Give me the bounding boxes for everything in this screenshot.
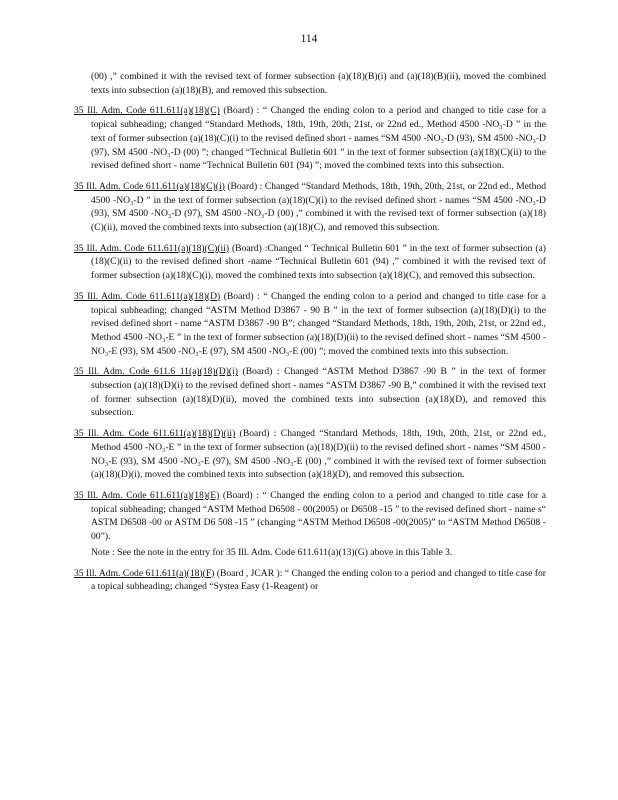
entry-text: (Board) : Changed “Standard Methods, 18th, 19th, 20th, 21st, or 22nd ed., Method 4500 -NO₃-D ” in the text of former subsection (a)(18)(C)(i) to the revised defined short - names “SM 4500 -NO₃-D (93), SM 4500 -NO₃-D (97), SM 4500 -NO₃-D (00) ,” combined it with the revised text of former subsection (a)(18)(C)(ii), moved the combined texts into subsection (a)(18)(C), and removed this subsection. [91, 180, 546, 234]
entry-citation: 35 Ill. Adm. Code 611.611(a)(18)(D) [74, 290, 221, 302]
entry-text: (Board) : “ Changed the ending colon to a period and changed to title case for a topical subheading; changed “Standard Methods, 18th, 19th, 20th, 21st, or 22nd ed., Method 4500 -NO₃-D ” in the text of former subsection (a)(18)(C)(i) to the revised defined short - names “SM 4500 -NO₃-D (93), SM 4500 -NO₃-D (97), SM 4500 -NO₃-D (00) ”; changed “Technical Bulletin 601 ” in the text of former subsection (a)(18)(C)(ii) to the revised defined short - name “Technical Bulletin 601 (94) ”; moved the combined texts into this subsection. [91, 105, 546, 172]
entry-citation: 35 Ill. Adm. Code 611.611(a)(18)(D)(ii) [74, 428, 236, 440]
page-number: 114 [300, 33, 318, 45]
entry-citation: 35 Ill. Adm. Code 611.611(a)(18)(E) [74, 489, 220, 501]
entry-611-611-a18Cii [74, 242, 546, 283]
entry-611-611-a18D [74, 290, 546, 359]
entry-611-611-a18F [74, 567, 546, 594]
entry-611-611-a18Dii [74, 427, 546, 482]
entry-note: Note : See the note in the entry for 35 Ill. Adm. Code 611.611(a)(13)(G) above in this Table 3. [91, 546, 453, 558]
entry-citation: 35 Ill. Adm. Code 611.611(a)(18)(C)(ii) [74, 242, 230, 254]
entry-text: (Board) : “ Changed the ending colon to a period and changed to title case for a topical subheading; changed “ASTM Method D3867 - 90 B ” in the text of former subsection (a)(18)(D)(i) to the revised defined short - name “ASTM D3867 -90 B”; changed “Standard Methods, 18th, 19th, 20th, 21st, or 22nd ed., Method 4500 -NO₃-E ” in the text of former subsection (a)(18)(D)(ii) to the revised defined short - names “SM 4500 -NO₃-E (93), SM 4500 -NO₃-E (97), SM 4500 -NO₃-E (00) ”; moved the combined texts into this subsection. [91, 290, 546, 357]
entry-611-611-a18E [74, 489, 546, 544]
entry-text: (Board) : “ Changed the ending colon to a period and changed to title case for a topical subheading; changed “ASTM Method D6508 - 00(2005) or D6508 -15 ” to the revised defined short - name s“ ASTM D6508 -00 or ASTM D6 508 -15 ” (changing “ASTM Method D6508 -00(2005)” to “ASTM Method D6508 - 00”). [91, 489, 546, 543]
table-3-entries [74, 70, 546, 601]
entry-611-611-a18Ci [74, 180, 546, 235]
entry-text: (Board) : Changed “Standard Methods, 18th, 19th, 20th, 21st, or 22nd ed., Method 4500 -NO₃-E ” in the text of former subsection (a)(18)(D)(ii) to the revised defined short - names “SM 4500 -NO₃-E (93), SM 4500 -NO₃-E (97), SM 4500 -NO₃-E (00) ,” combined it with the revised text of former subsection (a)(18)(D)(i), moved the combined texts into subsection (a)(18)(D), and removed this subsection. [91, 428, 546, 481]
entry-citation: 35 Ill. Adm. Code 611.611(a)(18)(F) [74, 567, 215, 579]
entry-611-611-a18Di [74, 365, 546, 420]
entry-text: (Board , JCAR ): “ Changed the ending colon to a period and changed to title case for a topical subheading; changed “Systea Easy (1-Reagent) or [91, 567, 546, 593]
entry-611-611-a18C [74, 104, 546, 173]
entry-text: (Board) :Changed “ Technical Bulletin 601 ” in the text of former subsection (a)(18)(C)(ii) to the revised defined short -name “Technical Bulletin 601 (94) ,” combined it with the revised text of former subsection (a)(18)(C)(i), moved the combined texts into subsection (a)(18)(C), and removed this subsection. [91, 242, 546, 282]
entry-text: (Board) : Changed “ASTM Method D3867 -90 B ” in the text of former subsection (a)(18)(D)(i) to the revised defined short - names “ASTM D3867 -90 B,” combined it with the revised text of former subsection (a)(18)(D)(ii), moved the combined texts into subsection (a)(18)(D), and removed this subsection. [91, 366, 546, 419]
entry-citation: 35 Ill. Adm. Code 611.611(a)(18)(C) [74, 105, 220, 117]
entry-citation: 35 Ill. Adm. Code 611.611(a)(18)(C)(i) [74, 180, 225, 192]
entry-text: (00) ,” combined it with the revised text of former subsection (a)(18)(B)(i) and (a)(18)(B)(ii), moved the combined texts into subsection (a)(18)(B), and removed this subsection. [91, 71, 546, 96]
entry-citation: 35 Ill. Adm. Code 611.6 11(a)(18)(D)(i) [74, 366, 238, 378]
entry-continuation [74, 70, 546, 97]
